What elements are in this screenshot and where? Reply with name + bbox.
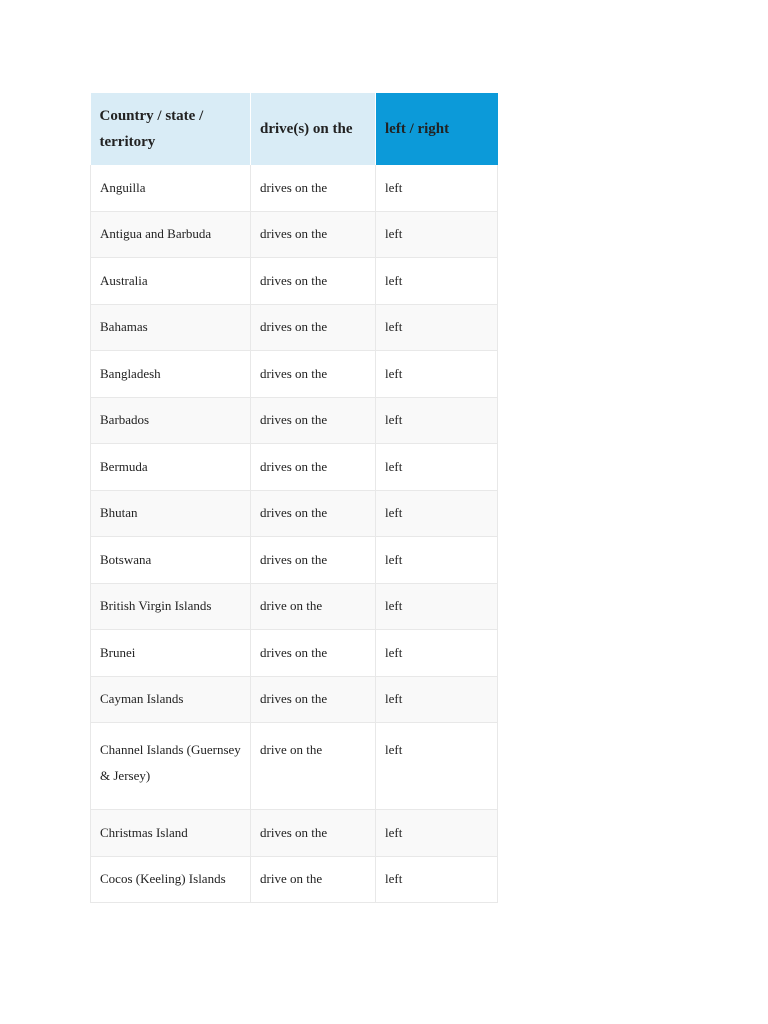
table-row [91, 211, 498, 258]
header-drives-on: drive(s) on the [251, 93, 376, 165]
cell-country: Bermuda [91, 444, 251, 491]
cell-side: left [376, 810, 498, 857]
cell-side: left [376, 723, 498, 810]
table-row [91, 583, 498, 630]
cell-drives: drives on the [251, 537, 376, 584]
cell-country: Bahamas [91, 304, 251, 351]
table-row [91, 723, 498, 810]
cell-drives: drive on the [251, 856, 376, 903]
cell-drives: drive on the [251, 723, 376, 810]
table-row [91, 490, 498, 537]
cell-drives: drives on the [251, 211, 376, 258]
table-row [91, 676, 498, 723]
table-row [91, 165, 498, 211]
cell-drives: drives on the [251, 810, 376, 857]
cell-drives: drives on the [251, 304, 376, 351]
cell-side: left [376, 490, 498, 537]
cell-country: Antigua and Barbuda [91, 211, 251, 258]
cell-drives: drive on the [251, 583, 376, 630]
header-country: Country / state / territory [91, 93, 251, 165]
cell-country: Anguilla [91, 165, 251, 211]
cell-side: left [376, 630, 498, 677]
cell-side: left [376, 351, 498, 398]
cell-drives: drives on the [251, 630, 376, 677]
cell-side: left [376, 444, 498, 491]
cell-side: left [376, 165, 498, 211]
cell-side: left [376, 397, 498, 444]
table-row [91, 856, 498, 903]
cell-drives: drives on the [251, 676, 376, 723]
cell-drives: drives on the [251, 490, 376, 537]
cell-country: Christmas Island [91, 810, 251, 857]
cell-side: left [376, 856, 498, 903]
table-row [91, 630, 498, 677]
cell-drives: drives on the [251, 444, 376, 491]
cell-drives: drives on the [251, 351, 376, 398]
cell-country: Australia [91, 258, 251, 305]
cell-side: left [376, 537, 498, 584]
table-row [91, 258, 498, 305]
cell-drives: drives on the [251, 165, 376, 211]
driving-side-table [90, 93, 498, 903]
header-left-right: left / right [376, 93, 498, 165]
cell-country: Channel Islands (Guernsey & Jersey) [91, 723, 251, 810]
cell-country: Botswana [91, 537, 251, 584]
cell-side: left [376, 676, 498, 723]
cell-side: left [376, 583, 498, 630]
table-row [91, 304, 498, 351]
cell-side: left [376, 258, 498, 305]
cell-country: Cayman Islands [91, 676, 251, 723]
cell-country: Brunei [91, 630, 251, 677]
cell-drives: drives on the [251, 397, 376, 444]
table-row [91, 351, 498, 398]
table-row [91, 397, 498, 444]
cell-side: left [376, 304, 498, 351]
cell-country: Bangladesh [91, 351, 251, 398]
cell-country: Bhutan [91, 490, 251, 537]
cell-country: Cocos (Keeling) Islands [91, 856, 251, 903]
table-row [91, 444, 498, 491]
table-row [91, 810, 498, 857]
cell-drives: drives on the [251, 258, 376, 305]
cell-side: left [376, 211, 498, 258]
table-header-row [91, 93, 498, 165]
table-row [91, 537, 498, 584]
cell-country: British Virgin Islands [91, 583, 251, 630]
cell-country: Barbados [91, 397, 251, 444]
